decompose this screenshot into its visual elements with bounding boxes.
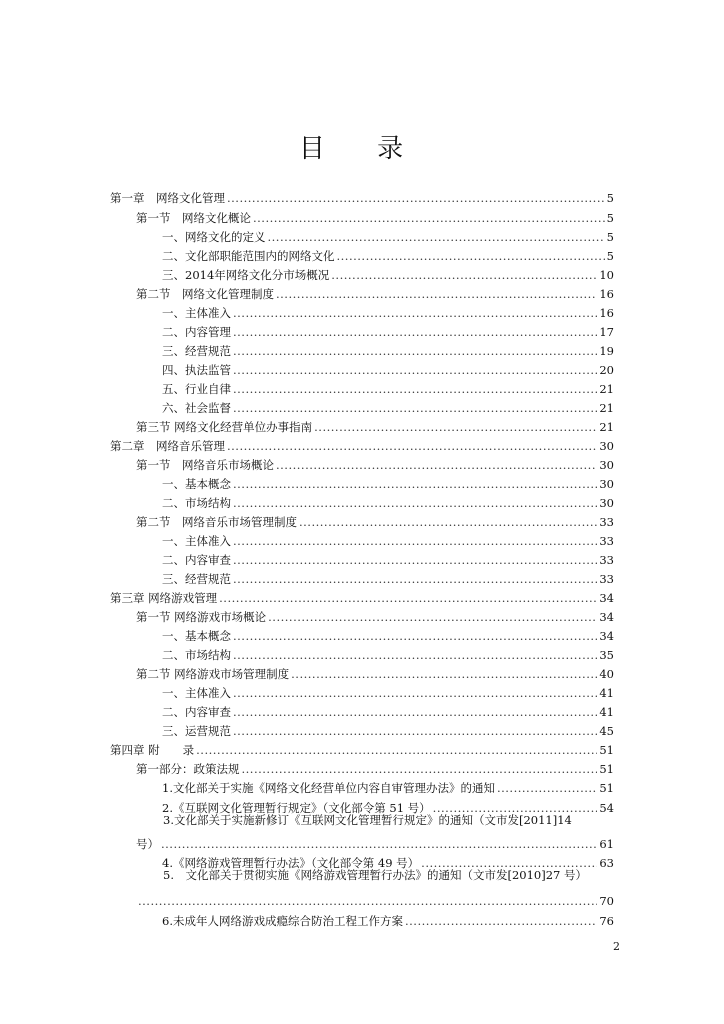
toc-entry-page: 30: [599, 439, 614, 453]
toc-entry-page: 10: [599, 268, 614, 282]
toc-entry-title: 一、基本概念: [162, 477, 231, 491]
toc-entry-page: 19: [599, 344, 614, 358]
toc-entry-title: 1.文化部关于实施《网络文化经营单位内容自审管理办法》的通知: [162, 781, 495, 795]
toc-entry[interactable]: [136, 419, 614, 435]
toc-entry-page: 33: [599, 515, 614, 529]
toc-entry-page: 5: [606, 191, 614, 205]
toc-entry[interactable]: [136, 761, 614, 777]
toc-entry[interactable]: [162, 913, 614, 929]
toc-entry-page: 76: [599, 914, 614, 928]
toc-entry[interactable]: [162, 495, 614, 511]
toc-entry[interactable]: [110, 742, 614, 758]
toc-entry-page: 51: [599, 781, 614, 795]
toc-leader-dots: [337, 248, 605, 264]
toc-leader-dots: [405, 913, 597, 929]
toc-entry-title: 第二节 网络音乐市场管理制度: [136, 515, 297, 529]
toc-leader-dots: [233, 685, 597, 701]
toc-entry-title: 一、主体准入: [162, 534, 231, 548]
toc-entry[interactable]: [110, 190, 614, 206]
toc-entry-page: 30: [599, 477, 614, 491]
toc-entry[interactable]: [162, 400, 614, 416]
toc-leader-dots: [497, 780, 597, 796]
toc-entry[interactable]: [162, 324, 614, 340]
toc-entry[interactable]: [162, 381, 614, 397]
toc-entry-page: 51: [599, 762, 614, 776]
toc-leader-dots: [233, 324, 597, 340]
toc-entry-title: 第一部分：政策法规: [136, 762, 240, 776]
toc-entry-title: 一、主体准入: [162, 686, 231, 700]
toc-entry-title: 第一节 网络游戏市场概论: [136, 610, 267, 624]
toc-entry-title: 第三章 网络游戏管理: [110, 591, 218, 605]
toc-entry-title: 三、运营规范: [162, 724, 231, 738]
toc-leader-dots: [253, 210, 605, 226]
toc-entry-page: 20: [599, 363, 614, 377]
toc-entry-title: 二、文化部职能范围内的网络文化: [162, 249, 335, 263]
toc-entry-title: 三、经营规范: [162, 572, 231, 586]
toc-entry-title: 第一章 网络文化管理: [110, 191, 225, 205]
toc-entry-page: 34: [599, 629, 614, 643]
toc-entry[interactable]: [162, 305, 614, 321]
toc-leader-dots: [331, 267, 597, 283]
toc-leader-dots: [242, 761, 598, 777]
toc-leader-dots: [276, 457, 597, 473]
toc-entry-title: 二、内容审查: [162, 553, 231, 567]
toc-leader-dots: [233, 533, 597, 549]
toc-leader-dots: [138, 893, 597, 909]
toc-entry-page: 16: [599, 306, 614, 320]
toc-entry-title: 六、社会监督: [162, 401, 231, 415]
toc-entry[interactable]: [136, 286, 614, 302]
toc-entry-page: 34: [599, 591, 614, 605]
toc-leader-dots: [227, 438, 597, 454]
toc-leader-dots: [299, 514, 597, 530]
toc-entry-page: 33: [599, 572, 614, 586]
toc-entry[interactable]: [162, 552, 614, 568]
toc-entry[interactable]: [110, 438, 614, 454]
toc-leader-dots: [196, 742, 597, 758]
toc-entry-title: 一、网络文化的定义: [162, 230, 266, 244]
toc-entry[interactable]: [136, 514, 614, 530]
toc-leader-dots: [233, 400, 597, 416]
toc-leader-dots: [233, 552, 597, 568]
page-number: 2: [613, 940, 620, 953]
toc-entry-page: 5: [606, 211, 614, 225]
toc-entry[interactable]: [162, 723, 614, 739]
toc-leader-dots: [314, 419, 597, 435]
toc-entry-wrapped-line-1: 3.文化部关于实施新修订《互联网文化管理暂行规定》的通知（文市发[2011]14: [163, 813, 572, 827]
toc-leader-dots: [233, 723, 597, 739]
toc-entry-title: 三、经营规范: [162, 344, 231, 358]
toc-entry-title: 五、行业自律: [162, 382, 231, 396]
toc-entry[interactable]: [162, 267, 614, 283]
toc-entry[interactable]: [162, 685, 614, 701]
toc-entry-page: 16: [599, 287, 614, 301]
toc-leader-dots: [233, 647, 597, 663]
toc-entry-title: 二、内容管理: [162, 325, 231, 339]
toc-leader-dots: [161, 836, 597, 852]
toc-leader-dots: [233, 495, 597, 511]
toc-entry-page: 5: [606, 249, 614, 263]
toc-entry-page: 30: [599, 458, 614, 472]
toc-entry-page: 41: [599, 705, 614, 719]
toc-leader-dots: [291, 666, 597, 682]
toc-entry[interactable]: [110, 590, 614, 606]
toc-entry[interactable]: [162, 533, 614, 549]
toc-leader-dots: [233, 362, 597, 378]
toc-entry-page: 51: [599, 743, 614, 757]
toc-entry-page: 33: [599, 553, 614, 567]
toc-entry-page: 34: [599, 610, 614, 624]
toc-entry-title: 第三节 网络文化经营单位办事指南: [136, 420, 313, 434]
toc-entry[interactable]: [162, 476, 614, 492]
toc-entry[interactable]: [136, 666, 614, 682]
toc-entry-title: 一、基本概念: [162, 629, 231, 643]
toc-entry-page: 61: [599, 837, 614, 851]
toc-entry[interactable]: [162, 780, 614, 796]
toc-leader-dots: [233, 571, 597, 587]
toc-entry-page: 17: [599, 325, 614, 339]
toc-entry-title: 号）: [136, 837, 159, 851]
page-title: 目 录: [298, 134, 426, 164]
toc-entry[interactable]: [162, 571, 614, 587]
toc-leader-dots: [233, 305, 597, 321]
toc-leader-dots: [276, 286, 597, 302]
toc-entry-wrapped-line-2: 5. 文化部关于贯彻实施《网络游戏管理暂行办法》的通知（文市发[2010]27 号）: [163, 868, 587, 882]
toc-entry[interactable]: [136, 893, 614, 909]
toc-entry-title: 第二节 网络游戏市场管理制度: [136, 667, 290, 681]
toc-entry-title: 一、主体准入: [162, 306, 231, 320]
toc-entry-title: 4.《网络游戏管理暂行办法》（文化部令第 49 号）: [162, 856, 420, 870]
toc-entry-title: 二、内容审查: [162, 705, 231, 719]
toc-entry[interactable]: [136, 210, 614, 226]
toc-entry-title: 6.未成年人网络游戏成瘾综合防治工程工作方案: [162, 914, 403, 928]
toc-entry-title: 2.《互联网文化管理暂行规定》（文化部令第 51 号）: [162, 801, 431, 815]
toc-entry-title: 二、市场结构: [162, 648, 231, 662]
toc-entry-page: 21: [599, 401, 614, 415]
toc-entry-title: 二、市场结构: [162, 496, 231, 510]
toc-leader-dots: [233, 343, 597, 359]
toc-entry-title: 第四章 附 录: [110, 743, 195, 757]
toc-entry-title: 第二节 网络文化管理制度: [136, 287, 274, 301]
toc-leader-dots: [219, 590, 597, 606]
toc-leader-dots: [233, 704, 597, 720]
toc-entry-title: 三、2014年网络文化分市场概况: [162, 268, 330, 282]
toc-entry-page: 45: [599, 724, 614, 738]
toc-entry-title: 第一节 网络音乐市场概论: [136, 458, 274, 472]
toc-entry[interactable]: [162, 248, 614, 264]
toc-entry-page: 5: [606, 230, 614, 244]
toc-entry-title: 四、执法监管: [162, 363, 231, 377]
toc-entry-page: 70: [599, 894, 614, 908]
toc-entry[interactable]: [162, 229, 614, 245]
toc-entry-page: 35: [599, 648, 614, 662]
toc-entry[interactable]: [162, 628, 614, 644]
toc-entry-page: 33: [599, 534, 614, 548]
toc-entry-page: 41: [599, 686, 614, 700]
toc-entry[interactable]: [136, 609, 614, 625]
toc-entry-title: 第一节 网络文化概论: [136, 211, 251, 225]
toc-entry-page: 21: [599, 420, 614, 434]
toc-entry[interactable]: [162, 343, 614, 359]
toc-leader-dots: [233, 628, 597, 644]
toc-entry-page: 30: [599, 496, 614, 510]
toc-entry-page: 54: [599, 801, 614, 815]
toc-entry-title: 第二章 网络音乐管理: [110, 439, 225, 453]
toc-entry[interactable]: [136, 457, 614, 473]
toc-leader-dots: [233, 381, 597, 397]
toc-leader-dots: [268, 229, 605, 245]
toc-entry-page: 40: [599, 667, 614, 681]
toc-entry[interactable]: [162, 704, 614, 720]
toc-leader-dots: [233, 476, 597, 492]
toc-leader-dots: [268, 609, 597, 625]
toc-leader-dots: [227, 190, 605, 206]
toc-entry-page: 63: [599, 856, 614, 870]
toc-entry[interactable]: [136, 836, 614, 852]
toc-entry[interactable]: [162, 647, 614, 663]
toc-entry-page: 21: [599, 382, 614, 396]
toc-entry[interactable]: [162, 362, 614, 378]
